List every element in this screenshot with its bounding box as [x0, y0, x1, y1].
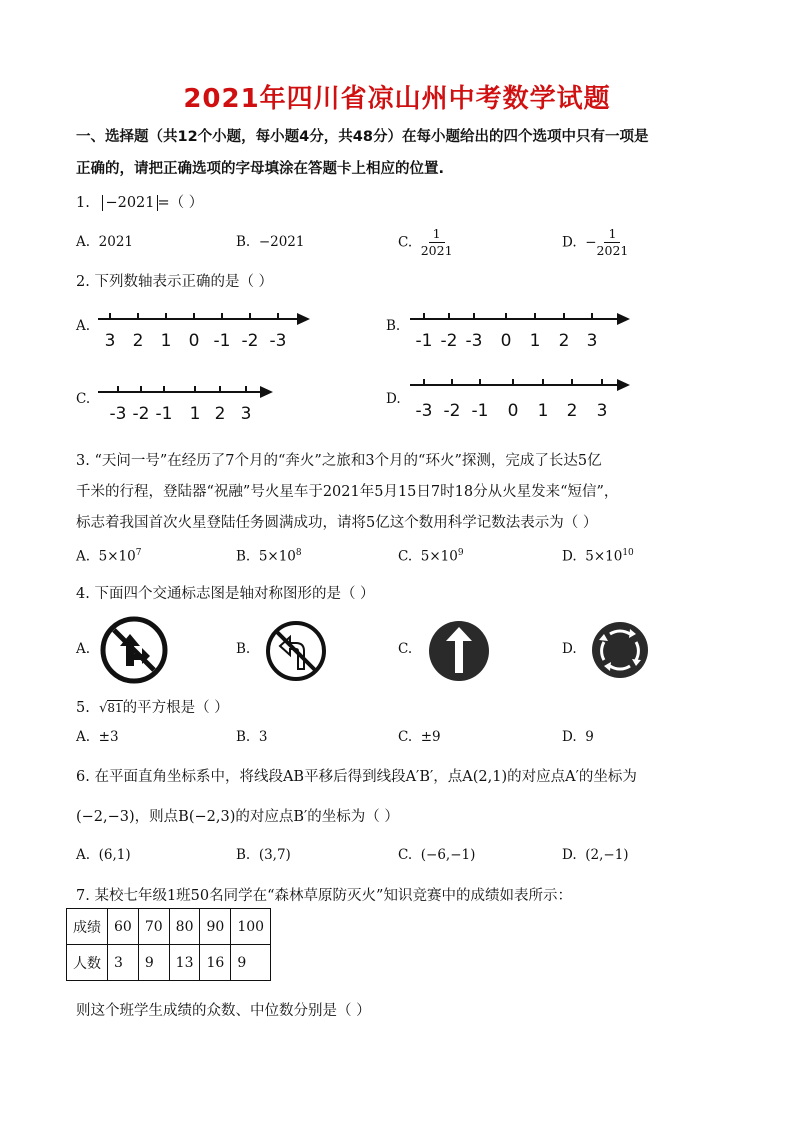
table-cell: 60	[108, 909, 139, 945]
straight-ahead-sign-icon	[427, 619, 491, 683]
tick-label: 3	[586, 331, 598, 351]
section-header-line1: 一、选择题（共12个小题，每小题4分，共48分）在每小题给出的四个选项中只有一项是	[76, 129, 649, 145]
q4-label-b: B.	[236, 641, 251, 657]
question-7-followup: 则这个班学生成绩的众数、中位数分别是（ ）	[76, 1003, 371, 1019]
table-cell: 13	[169, 945, 200, 981]
q6-option-c: C. (−6,−1)	[398, 847, 476, 863]
absolute-value: −2021	[102, 195, 157, 211]
question-4: 4. 下面四个交通标志图是轴对称图形的是（ ）	[76, 586, 375, 602]
section-header-line2: 正确的，请把正确选项的字母填涂在答题卡上相应的位置.	[76, 161, 445, 177]
tick-label: 0	[188, 331, 200, 351]
question-3-line2: 千米的行程，登陆器“祝融”号火星车于2021年5月15日7时18分从火星发来“短信”，	[76, 484, 619, 500]
table-cell: 9	[231, 945, 271, 981]
q1-option-d: D. − $\frac{1}{2021}$	[562, 226, 629, 258]
tick-label: 1	[189, 404, 201, 424]
q4-label-d: D.	[562, 641, 577, 657]
question-7: 7. 某校七年级1班50名同学在“森林草原防灭火”知识竞赛中的成绩如表所示：	[76, 888, 572, 904]
tick-label: -3	[269, 331, 287, 351]
q5-option-b: B. 3	[236, 729, 268, 745]
sqrt-symbol: √	[99, 701, 108, 716]
tick-label: -1	[471, 401, 489, 421]
q2-label-a: A.	[76, 318, 91, 334]
roundabout-sign-icon	[590, 620, 650, 680]
q1-option-c: C. $\frac{1}{2021}$	[398, 226, 453, 258]
table-cell: 人数	[67, 945, 108, 981]
q3-option-b: B. $5\times 10^8$	[236, 548, 302, 565]
question-2: 2. 下列数轴表示正确的是（ ）	[76, 274, 274, 290]
question-3-line3: 标志着我国首次火星登陆任务圆满成功，请将5亿这个数用科学记数法表示为（ ）	[76, 515, 598, 531]
q4-label-c: C.	[398, 641, 413, 657]
tick-label: -3	[109, 404, 127, 424]
tick-label: 2	[566, 401, 578, 421]
page-title: 2021年四川省凉山州中考数学试题	[183, 84, 611, 114]
q6-option-d: D. (2,−1)	[562, 847, 629, 863]
q5-option-a: A. ±3	[76, 729, 119, 745]
tick-label: -1	[415, 331, 433, 351]
tick-label: -3	[465, 331, 483, 351]
tick-label: 2	[132, 331, 144, 351]
score-table	[66, 908, 271, 981]
q3-option-d: D. $5\times 10^{10}$	[562, 548, 634, 565]
table-cell: 成绩	[67, 909, 108, 945]
tick-label: 0	[500, 331, 512, 351]
q2-label-d: D.	[386, 391, 401, 407]
no-left-turn-sign-icon	[264, 619, 328, 683]
question-6-line1: 6. 在平面直角坐标系中，将线段AB平移后得到线段A′B′，点A(2,1)的对应点A′的坐标为	[76, 769, 637, 785]
question-1: 1. −2021 =（ ）	[76, 195, 204, 211]
q3-option-c: C. $5\times 10^9$	[398, 548, 464, 565]
table-cell: 16	[200, 945, 231, 981]
table-cell: 100	[231, 909, 271, 945]
tick-label: 2	[214, 404, 226, 424]
tick-label: -3	[415, 401, 433, 421]
tick-label: 3	[596, 401, 608, 421]
table-row	[67, 909, 271, 945]
tick-label: 3	[104, 331, 116, 351]
tick-label: 1	[160, 331, 172, 351]
tick-label: 1	[529, 331, 541, 351]
table-row	[67, 945, 271, 981]
q2-label-c: C.	[76, 391, 91, 407]
table-cell: 3	[108, 945, 139, 981]
question-5: 5. √81的平方根是（ ）	[76, 700, 229, 716]
q5-option-d: D. 9	[562, 729, 594, 745]
q1-option-b: B. −2021	[236, 234, 305, 250]
q6-option-a: A. (6,1)	[76, 847, 131, 863]
number-line-d	[408, 371, 638, 421]
tick-label: -2	[241, 331, 259, 351]
tick-label: 0	[507, 401, 519, 421]
tick-label: 2	[558, 331, 570, 351]
q5-option-c: C. ±9	[398, 729, 441, 745]
tick-label: 1	[537, 401, 549, 421]
table-cell: 80	[169, 909, 200, 945]
number-line-a	[96, 305, 316, 355]
q1-option-a: A. 2021	[76, 234, 133, 250]
table-cell: 70	[138, 909, 169, 945]
question-3-line1: 3. “天问一号”在经历了7个月的“奔火”之旅和3个月的“环火”探测，完成了长达5亿	[76, 453, 602, 469]
table-cell: 90	[200, 909, 231, 945]
tick-label: -1	[155, 404, 173, 424]
table-cell: 9	[138, 945, 169, 981]
tick-label: 3	[240, 404, 252, 424]
tick-label: -1	[213, 331, 231, 351]
q4-label-a: A.	[76, 641, 91, 657]
q3-option-a: A. $5\times 10^7$	[76, 548, 142, 565]
question-6-line2: (−2,−3)，则点B(−2,3)的对应点B′的坐标为（ ）	[76, 809, 399, 825]
tick-label: -2	[443, 401, 461, 421]
no-straight-no-right-sign-icon	[100, 616, 168, 684]
number-line-b	[408, 305, 638, 355]
tick-label: -2	[132, 404, 150, 424]
q6-option-b: B. (3,7)	[236, 847, 291, 863]
number-line-c	[96, 378, 281, 428]
q2-label-b: B.	[386, 318, 401, 334]
tick-label: -2	[440, 331, 458, 351]
